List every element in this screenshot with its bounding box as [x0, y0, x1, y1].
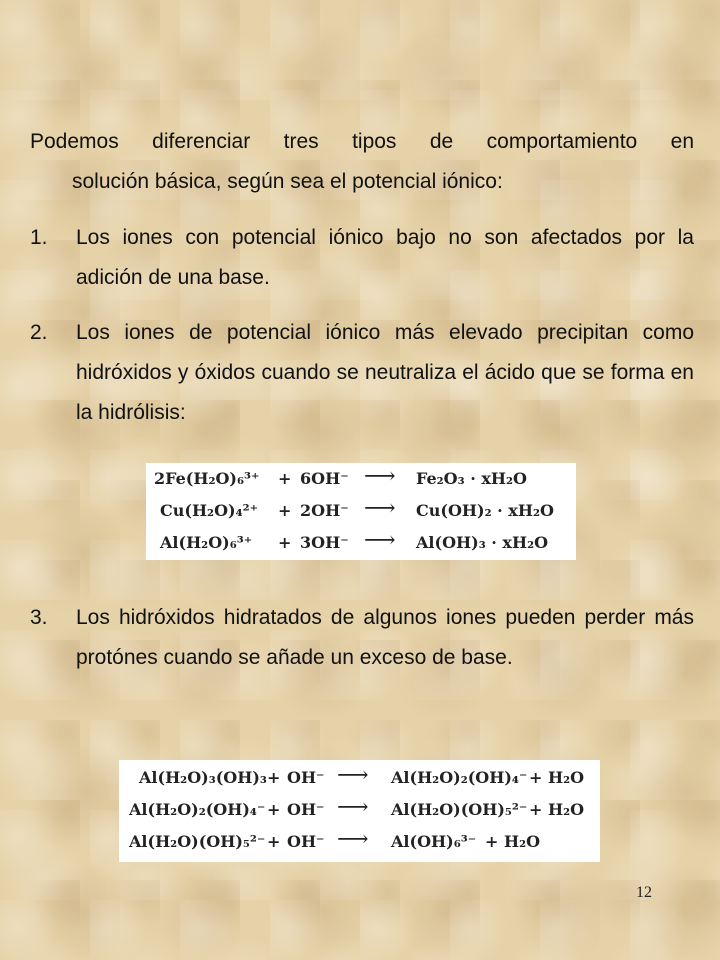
intro-line-2: solución básica, según sea el potencial iónico: — [72, 170, 503, 193]
equation-row — [119, 795, 600, 828]
eq-reactant: Al(H₂O)(OH)₅²⁻ — [129, 832, 266, 851]
eq-extra: + H₂O — [529, 768, 585, 787]
eq-reagent: OH⁻ — [287, 832, 325, 851]
equation-row — [146, 464, 576, 497]
eq-plus: + — [278, 501, 292, 520]
reaction-arrow-icon: ⟶ — [364, 528, 396, 553]
eq-plus: + — [267, 832, 281, 851]
eq-plus: + — [278, 469, 292, 488]
eq-extra: + H₂O — [485, 832, 541, 851]
eq-product: Al(OH)₆³⁻ — [391, 832, 477, 851]
eq-product: Cu(OH)₂ · xH₂O — [416, 501, 554, 520]
equation-row — [119, 763, 600, 796]
eq-reactant: Al(H₂O)₆³⁺ — [160, 533, 253, 552]
eq-reagent: 3OH⁻ — [300, 533, 349, 552]
list-item-text: Los iones de potencial iónico más elevado precipitan como hidróxidos y óxidos cuando se neutraliza el ácido que se forma en la hidrólisis: — [76, 321, 694, 424]
list-item-text: Los iones con potencial iónico bajo no son afectados por la adición de una base. — [76, 226, 694, 289]
page-number: 12 — [636, 884, 652, 901]
list-item-2 — [30, 313, 694, 433]
eq-reactant: Cu(H₂O)₄²⁺ — [160, 501, 259, 520]
eq-product: Al(OH)₃ · xH₂O — [416, 533, 549, 552]
eq-extra: + H₂O — [529, 800, 585, 819]
eq-reagent: OH⁻ — [287, 800, 325, 819]
list-item-number: 3. — [30, 606, 48, 629]
reaction-arrow-icon: ⟶ — [364, 496, 396, 521]
reaction-arrow-icon: ⟶ — [337, 795, 369, 820]
eq-plus: + — [267, 800, 281, 819]
equation-image-1 — [146, 463, 576, 560]
intro-paragraph — [30, 122, 694, 202]
reaction-arrow-icon: ⟶ — [364, 464, 396, 489]
equation-row — [146, 528, 576, 561]
list-item-3 — [30, 598, 694, 678]
equation-row — [146, 496, 576, 529]
equation-row — [119, 827, 600, 860]
eq-product: Al(H₂O)₂(OH)₄⁻ — [391, 768, 528, 787]
list-item-number: 2. — [30, 321, 48, 344]
eq-product: Al(H₂O)(OH)₅²⁻ — [391, 800, 528, 819]
reaction-arrow-icon: ⟶ — [337, 827, 369, 852]
intro-line-1: Podemos diferenciar tres tipos de comportamiento en — [30, 130, 694, 153]
reaction-arrow-icon: ⟶ — [337, 763, 369, 788]
eq-reagent: 6OH⁻ — [300, 469, 349, 488]
eq-reagent: OH⁻ — [287, 768, 325, 787]
equation-image-2 — [119, 760, 600, 862]
eq-plus: + — [267, 768, 281, 787]
eq-plus: + — [278, 533, 292, 552]
eq-product: Fe₂O₃ · xH₂O — [416, 469, 527, 488]
eq-reactant: Al(H₂O)₃(OH)₃ — [139, 768, 267, 787]
eq-reagent: 2OH⁻ — [300, 501, 349, 520]
eq-reactant: Al(H₂O)₂(OH)₄⁻ — [129, 800, 266, 819]
list-item-text: Los hidróxidos hidratados de algunos iones pueden perder más protónes cuando se añade un exceso de base. — [76, 606, 694, 669]
eq-reactant: 2Fe(H₂O)₆³⁺ — [154, 469, 260, 488]
list-item-1 — [30, 218, 694, 298]
list-item-number: 1. — [30, 226, 48, 249]
